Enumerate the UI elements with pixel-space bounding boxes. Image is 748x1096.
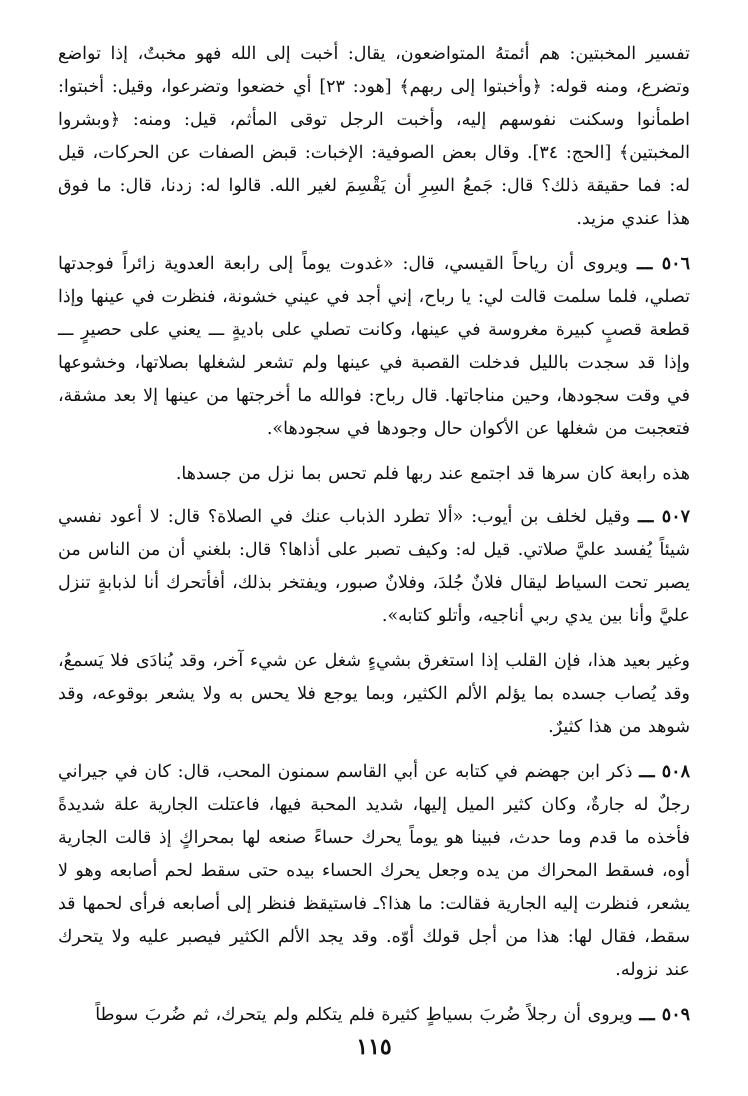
paragraph-number-507: ٥٠٧ ـــ: [637, 507, 690, 527]
commentary-text-507: وغير بعيد هذا، فإن القلب إذا استغرق بشيءٍ شغل عن شيء آخر، وقد يُنادَى فلا يَسمعُ، وقد يُصاب جسده بما يؤلم الألم الكثير، وبما يوجع فلا يحس به ولا يشعر بوقوعه، وقد شوهد من هذا كثيرٌ.: [58, 651, 690, 737]
paragraph-text-507: وقيل لخلف بن أيوب: «ألا تطرد الذباب عنك في الصلاة؟ قال: لا أعود نفسي شيئاً يُفسد عليَّ صلاتي. قيل له: وكيف تصبر على أذاها؟ قال: بلغني أن من الناس من يصبر تحت السياط ليقال فلانٌ جُلدَ، وفلانٌ صبور، ويفتخر بذلك، أفأتحرك أنا لذبابةٍ تنزل عليَّ وأنا بين يدي ربي أناجيه، وأتلو كتابه».: [58, 507, 690, 626]
paragraph-507: [58, 501, 690, 633]
paragraph-text-509: ويروى أن رجلاً ضُربَ بسياطٍ كثيرة فلم يتكلم ولم يتحرك، ثم ضُربَ سوطاً: [95, 1005, 633, 1025]
intro-paragraph: [58, 38, 690, 236]
paragraph-text-508: ذكر ابن جهضم في كتابه عن أبي القاسم سمنون المحب، قال: كان في جيراني رجلٌ له جارةٌ، وكان كثير الميل إليها، شديد المحبة فيها، فاعتلت الجارية علة شديدةً فأخذه ما قدم وما حدث، فبينا هو يوماً يحرك حساءً صنعه لها بمحراكٍ إذ قالت الجارية أوه، فسقط المحراك من يده وجعل يحرك الحساء بيده حتى سقط لحم أصابعه وهو لا يشعر، فنظرت إليه الجارية فقالت: ما هذا؟ـ فاستيقظ فنظر إلى أصابعه فرأى لحمها قد سقط، فقال لها: هذا من أجل قولك أوّه. وقد يجد الألم الكثير فيصبر عليه ولا يتحرك عند نزوله.: [58, 762, 690, 980]
commentary-507: [58, 645, 690, 744]
paragraph-509: [58, 999, 690, 1032]
commentary-506: [58, 458, 690, 491]
paragraph-number-508: ٥٠٨ ـــ: [639, 762, 690, 782]
paragraph-number-509: ٥٠٩ ـــ: [639, 1005, 690, 1025]
paragraph-number-506: ٥٠٦ ـــ: [636, 254, 690, 274]
commentary-text-506: هذه رابعة كان سرها قد اجتمع عند ربها فلم تحس بما نزل من جسدها.: [175, 464, 690, 484]
paragraph-text-506: ويروى أن رياحاً القيسي، قال: «غدوت يوماً إلى رابعة العدوية زائراً فوجدتها تصلي، فلما سلمت قالت لي: يا رباح، إني أجد في عيني خشونة، فنظرت في عينها وإذا قطعة قصبٍ كبيرة مغروسة في عينها، وكانت تصلي على باديةٍ ـــ يعني على حصيرٍ ـــ وإذا قد سجدت بالليل فدخلت القصبة في عينها ولم تشعر لشغلها بصلاتها، وخشوعها في وقت سجودها، وحين مناجاتها. قال رباح: فوالله ما أخرجتها من عينها إلا بعد مشقة، فتعجبت من شغلها عن الأكوان حال وجودها في سجودها».: [58, 254, 690, 439]
paragraph-508: [58, 756, 690, 987]
page-number: ١١٥: [356, 1034, 392, 1060]
paragraph-506: [58, 248, 690, 446]
intro-text: تفسير المخبتين: هم أئمتهُ المتواضعون، يقال: أخبت إلى الله فهو مخبتٌ، إذا تواضع وتضرع، ومنه قوله: ﴿وأخبتوا إلى ربهم﴾ [هود: ٢٣] أي خضعوا وتضرعوا، وقيل: أخبتوا: اطمأنوا وسكنت نفوسهم إليه، وأخبت الرجل توقى المأثم، قيل: ومنه: ﴿وبشروا المخبتين﴾ [الحج: ٣٤]. وقال بعض الصوفية: الإخبات: قبض الصفات عن الحركات، قيل له: فما حقيقة ذلك؟ قال: جَمعُ السِرِ أن يَقْسِمَ لغير الله. قالوا له: زدنا، قال: ما فوق هذا عندي مزيد.: [58, 44, 690, 229]
page-body: [58, 38, 690, 1044]
